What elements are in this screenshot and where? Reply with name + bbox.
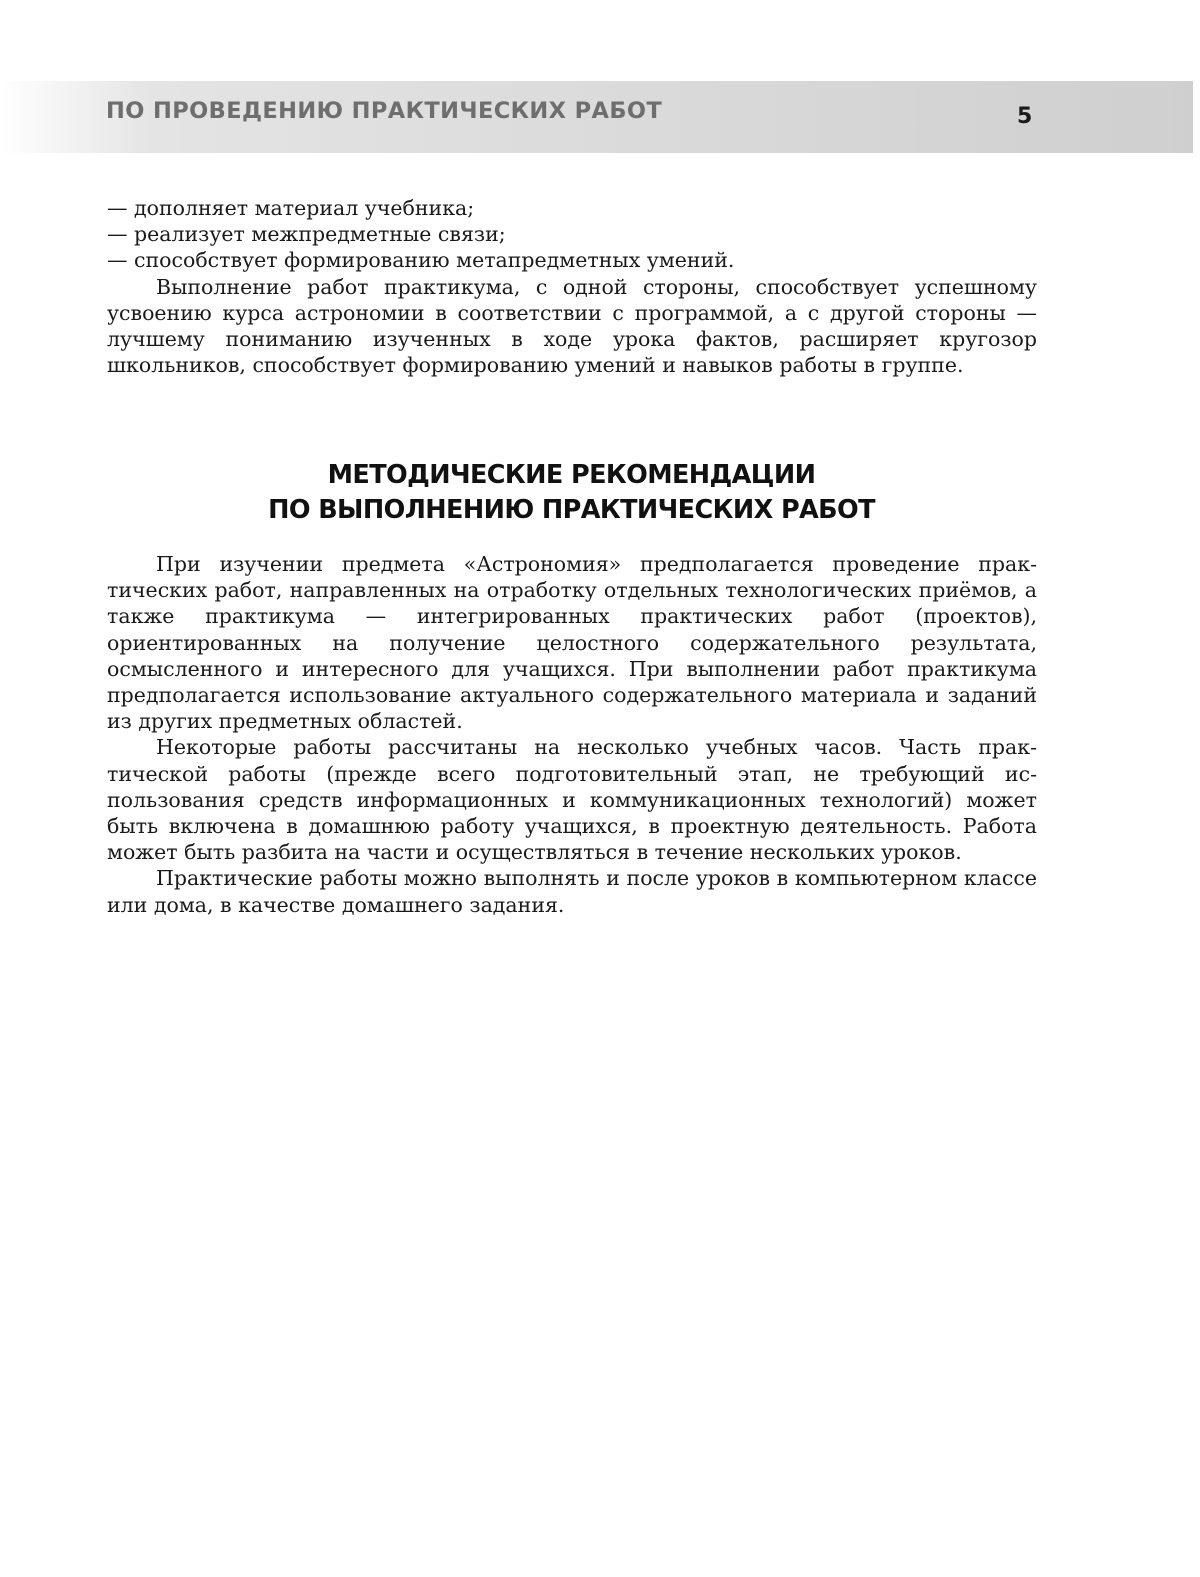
section-body <box>107 551 1037 918</box>
section-heading <box>0 458 1143 528</box>
section-paragraph: Практические работы можно выполнять и после уроков в компьютерном классе или дома, в качестве домашнего задания. <box>107 866 1037 917</box>
list-item: — реализует межпредметные связи; <box>107 222 506 247</box>
intro-paragraph: Выполнение работ практикума, с одной стороны, способствует успешному усвоению курса астрономии в соответствии с программой, а с другой стороны — лучшему пониманию изученных в ходе урока фактов, расширяет кругозор школьников, способствует формированию умений и навыков работы в группе. <box>107 274 1037 378</box>
section-heading-line-1: МЕТОДИЧЕСКИЕ РЕКОМЕНДАЦИИ <box>327 460 816 490</box>
intro-block <box>107 195 1037 378</box>
list-item: — дополняет материал учебника; <box>107 196 475 220</box>
section-heading-line-2: ПО ВЫПОЛНЕНИЮ ПРАКТИЧЕСКИХ РАБОТ <box>268 495 875 525</box>
section-paragraph: При изучении предмета «Астрономия» предполагается проведение практических работ, направленных на отработку отдельных технологических приёмов, а также практикума — интегрированных практических работ (проектов), ориентированных на получение целостного содержательного результата, осмысленного и интересного для учащихся. При выполнении работ практикума предполагается использование актуального содержательного материала и заданий из других предметных областей. <box>107 552 1037 734</box>
page-number: 5 <box>1017 104 1033 129</box>
list-item: — способствует формированию метапредметных умений. <box>107 248 735 273</box>
running-title: ПО ПРОВЕДЕНИЮ ПРАКТИЧЕСКИХ РАБОТ <box>106 98 663 124</box>
section-paragraph: Некоторые работы рассчитаны на несколько учебных часов. Часть практической работы (прежде всего подготовительный этап, не требующий использования средств информационных и коммуникационных технологий) может быть включена в домашнюю работу учащихся, в проектную деятельность. Работа может быть разбита на части и осуществляться в течение нескольких уроков. <box>107 735 1037 865</box>
